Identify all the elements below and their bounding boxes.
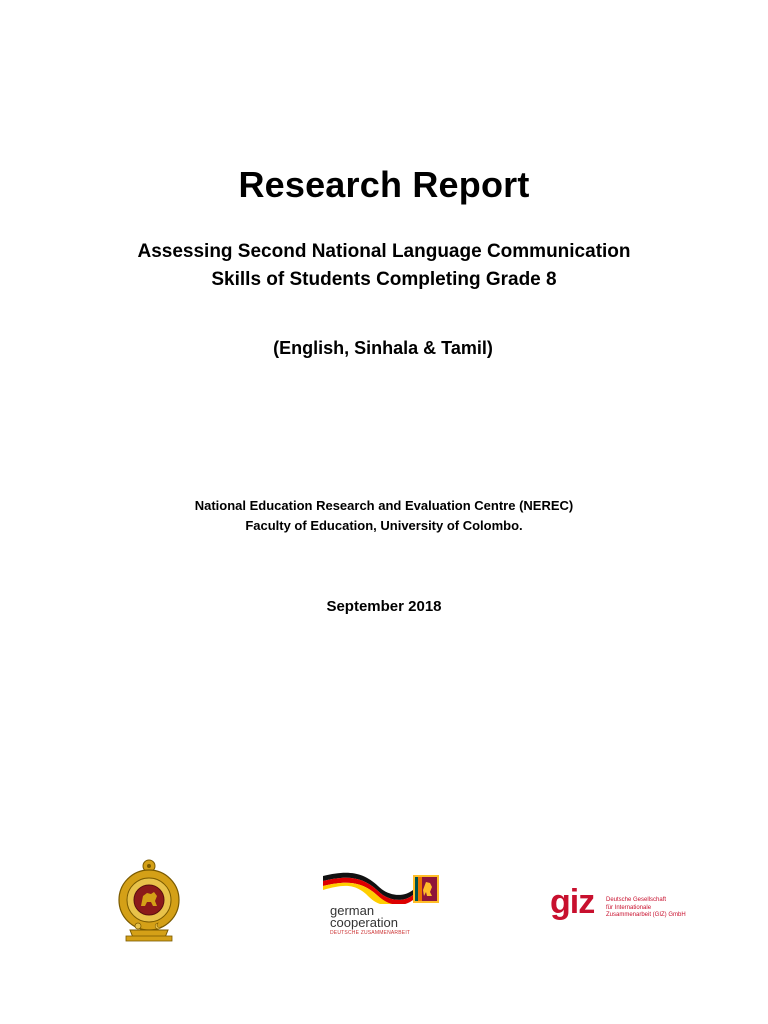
german-cooperation-word-2: cooperation: [330, 915, 398, 930]
languages-label: (English, Sinhala & Tamil): [273, 338, 493, 358]
report-title: Research Report: [238, 164, 530, 205]
giz-wordmark: giz: [550, 883, 595, 921]
giz-fullname-line-2: für Internationale: [606, 904, 652, 911]
german-cooperation-word-1: german: [330, 903, 375, 918]
giz-fullname-line-1: Deutsche Gesellschaft: [606, 897, 667, 903]
german-flag-ribbon-icon: [318, 868, 448, 904]
emblem-icon: [114, 858, 184, 942]
subtitle-line-1: Assessing Second National Language Communication: [137, 241, 631, 262]
report-subtitle: [0, 238, 768, 294]
sri-lanka-emblem-logo: [114, 858, 184, 942]
giz-fullname-line-3: Zusammenarbeit (GIZ) GmbH: [606, 912, 686, 918]
organization-line-2: Faculty of Education, University of Colombo.: [245, 518, 523, 533]
german-cooperation-logo: [318, 868, 448, 940]
organization-line-1: National Education Research and Evaluation Centre (NEREC): [194, 498, 574, 513]
giz-fullname: [606, 897, 686, 920]
report-date: September 2018: [326, 598, 442, 615]
subtitle-line-2: Skills of Students Completing Grade 8: [211, 269, 557, 290]
organization-block: [0, 496, 768, 536]
giz-logo: [540, 883, 710, 928]
german-cooperation-subtitle: DEUTSCHE ZUSAMMENARBEIT: [330, 930, 411, 936]
